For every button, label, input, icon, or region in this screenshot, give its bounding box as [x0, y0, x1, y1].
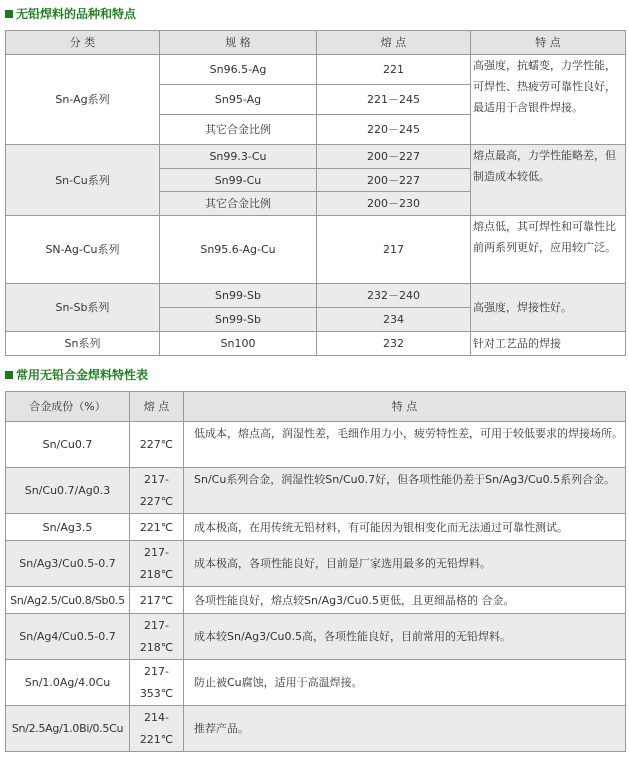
section1-title: 无铅焊料的品种和特点 [16, 7, 137, 21]
spec-cell: 其它合金比例 [160, 115, 317, 145]
spec-cell: Sn99-Cu [160, 169, 317, 192]
header-melting-point: 熔 点 [317, 31, 471, 55]
spec-cell: Sn96.5-Ag [160, 55, 317, 85]
green-square-icon [5, 371, 13, 379]
category-cell: Sn-Sb系列 [6, 284, 160, 332]
melting-point-cell: 221℃ [130, 514, 184, 541]
feature-cell: Sn/Cu系列合金，润湿性较Sn/Cu0.7好，但各项性能仍差于Sn/Ag3/Cu0.5系列合金。 [184, 468, 626, 514]
alloy-cell: Sn/Cu0.7 [6, 422, 130, 468]
spec-cell: Sn99.3-Cu [160, 145, 317, 169]
header-features: 特 点 [471, 31, 626, 55]
category-cell: Sn-Cu系列 [6, 145, 160, 216]
spec-cell: Sn99-Sb [160, 308, 317, 332]
feature-cell: 成本极高，在用传统无铅材料，有可能因为银相变化而无法通过可靠性测试。 [184, 514, 626, 541]
table-row [6, 706, 626, 752]
lead-free-solder-table [5, 30, 626, 356]
category-cell: Sn系列 [6, 332, 160, 356]
table-row [6, 284, 626, 308]
melting-point-cell: 221 [317, 55, 471, 85]
melting-point-cell: 217-227℃ [130, 468, 184, 514]
feature-cell: 熔点低，其可焊性和可靠性比前两系列更好，应用较广泛。 [471, 216, 626, 284]
melting-point-cell: 200－227 [317, 169, 471, 192]
spec-cell: Sn95.6-Ag-Cu [160, 216, 317, 284]
table-row [6, 514, 626, 541]
spec-cell: Sn95-Ag [160, 85, 317, 115]
header-alloy: 合金成份（%） [6, 392, 130, 422]
green-square-icon [5, 10, 13, 18]
header-melting-point: 熔 点 [130, 392, 184, 422]
table-row [6, 145, 626, 169]
category-cell: SN-Ag-Cu系列 [6, 216, 160, 284]
table-row [6, 587, 626, 614]
table-row [6, 614, 626, 660]
melting-point-cell: 217-218℃ [130, 541, 184, 587]
header-category: 分 类 [6, 31, 160, 55]
header-features: 特 点 [184, 392, 626, 422]
alloy-cell: Sn/Cu0.7/Ag0.3 [6, 468, 130, 514]
melting-point-cell: 200－230 [317, 192, 471, 216]
spec-cell: Sn100 [160, 332, 317, 356]
table-header-row [6, 31, 626, 55]
feature-cell: 各项性能良好，熔点较Sn/Ag3/Cu0.5更低，且更细晶格的 合金。 [184, 587, 626, 614]
feature-cell: 熔点最高，力学性能略差，但制造成本较低。 [471, 145, 626, 216]
spec-cell: Sn99-Sb [160, 284, 317, 308]
melting-point-cell: 214-221℃ [130, 706, 184, 752]
alloy-cell: Sn/Ag3.5 [6, 514, 130, 541]
feature-cell: 高强度，抗蠕变，力学性能，可焊性、热疲劳可靠性良好，最适用于含银件焊接。 [471, 55, 626, 145]
table-row [6, 216, 626, 284]
melting-point-cell: 217℃ [130, 587, 184, 614]
header-spec: 规 格 [160, 31, 317, 55]
table-row [6, 55, 626, 85]
section2-heading [5, 368, 148, 382]
table-row [6, 468, 626, 514]
alloy-properties-table [5, 391, 626, 752]
feature-cell: 防止被Cu腐蚀，适用于高温焊接。 [184, 660, 626, 706]
feature-cell: 低成本，熔点高，润湿性差，毛细作用力小，疲劳特性差，可用于较低要求的焊接场所。 [184, 422, 626, 468]
alloy-cell: Sn/Ag2.5/Cu0.8/Sb0.5 [6, 587, 130, 614]
melting-point-cell: 232－240 [317, 284, 471, 308]
alloy-cell: Sn/1.0Ag/4.0Cu [6, 660, 130, 706]
table-row [6, 422, 626, 468]
feature-cell: 高强度，焊接性好。 [471, 284, 626, 332]
melting-point-cell: 217 [317, 216, 471, 284]
feature-cell: 推荐产品。 [184, 706, 626, 752]
feature-cell: 成本较Sn/Ag3/Cu0.5高，各项性能良好，目前常用的无铅焊料。 [184, 614, 626, 660]
table-header-row [6, 392, 626, 422]
alloy-cell: Sn/Ag4/Cu0.5-0.7 [6, 614, 130, 660]
table-row [6, 541, 626, 587]
melting-point-cell: 227℃ [130, 422, 184, 468]
melting-point-cell: 217-218℃ [130, 614, 184, 660]
alloy-cell: Sn/2.5Ag/1.0Bi/0.5Cu [6, 706, 130, 752]
feature-cell: 成本极高，各项性能良好，目前是厂家选用最多的无铅焊料。 [184, 541, 626, 587]
melting-point-cell: 220－245 [317, 115, 471, 145]
spec-cell: 其它合金比例 [160, 192, 317, 216]
melting-point-cell: 232 [317, 332, 471, 356]
melting-point-cell: 217-353℃ [130, 660, 184, 706]
table-row [6, 332, 626, 356]
table-row [6, 660, 626, 706]
melting-point-cell: 200－227 [317, 145, 471, 169]
category-cell: Sn-Ag系列 [6, 55, 160, 145]
melting-point-cell: 234 [317, 308, 471, 332]
melting-point-cell: 221－245 [317, 85, 471, 115]
feature-cell: 针对工艺品的焊接 [471, 332, 626, 356]
alloy-cell: Sn/Ag3/Cu0.5-0.7 [6, 541, 130, 587]
section2-title: 常用无铅合金焊料特性表 [16, 368, 149, 382]
section1-heading [5, 7, 136, 21]
